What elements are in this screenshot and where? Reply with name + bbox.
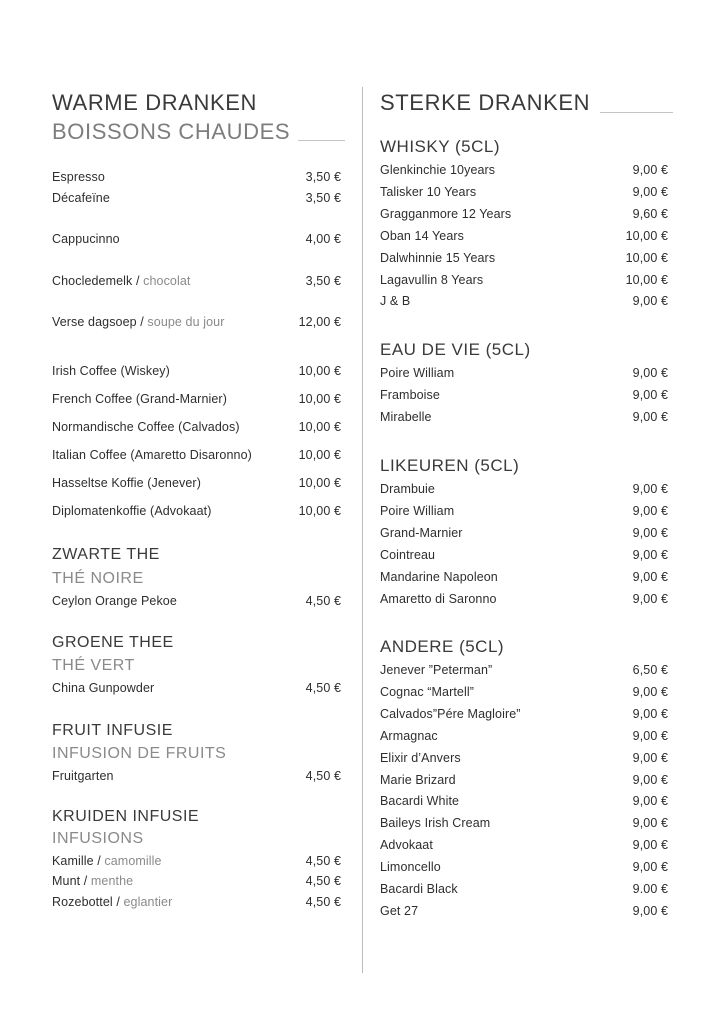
- menu-item-name: Framboise: [380, 388, 440, 402]
- menu-item-label: [52, 314, 224, 330]
- menu-item: [380, 750, 668, 766]
- menu-item-label: [52, 593, 177, 609]
- menu-item-name: Espresso: [52, 170, 105, 184]
- menu-item: [380, 837, 668, 853]
- menu-item: [52, 314, 341, 330]
- menu-item-label: [380, 525, 463, 541]
- menu-item-price: 9,00 €: [632, 904, 668, 918]
- menu-item-label: [380, 503, 454, 519]
- menu-item-price: 10,00 €: [298, 392, 341, 406]
- menu-item: [52, 231, 341, 247]
- section-title-zwarte-the: ZWARTE THE: [52, 546, 160, 563]
- menu-item-name: Fruitgarten: [52, 769, 114, 783]
- menu-item: [380, 881, 668, 897]
- menu-item-name: Grand-Marnier: [380, 526, 463, 540]
- menu-item-label: [380, 837, 433, 853]
- section-title-kruiden-infusie: KRUIDEN INFUSIE: [52, 808, 200, 825]
- menu-item-translation: camomille: [104, 854, 162, 868]
- menu-item-name: French Coffee (Grand-Marnier): [52, 392, 227, 406]
- menu-item-name: Diplomatenkoffie (Advokaat): [52, 504, 212, 518]
- menu-item-name: J & B: [380, 294, 411, 308]
- menu-item-price: 4,50 €: [305, 874, 341, 888]
- menu-item-price: 9,00 €: [632, 860, 668, 874]
- menu-item: [380, 547, 668, 563]
- menu-item-label: [52, 419, 240, 435]
- menu-item-name: Glenkinchie 10years: [380, 163, 496, 177]
- menu-item-price: 10,00 €: [298, 364, 341, 378]
- menu-item-name: Limoncello: [380, 860, 441, 874]
- menu-item-price: 9.00 €: [632, 882, 668, 896]
- menu-item: [52, 475, 341, 491]
- menu-item: [52, 273, 341, 289]
- menu-item-price: 4,50 €: [305, 854, 341, 868]
- menu-item: [380, 706, 668, 722]
- menu-item: [380, 728, 668, 744]
- menu-item: [380, 228, 668, 244]
- menu-item-name: Advokaat: [380, 838, 433, 852]
- menu-item: [52, 391, 341, 407]
- menu-item: [52, 593, 341, 609]
- menu-item: [52, 873, 341, 889]
- menu-item-name: Lagavullin 8 Years: [380, 273, 484, 287]
- menu-item-translation: chocolat: [143, 274, 191, 288]
- menu-item: [380, 591, 668, 607]
- menu-item-name: Irish Coffee (Wiskey): [52, 364, 170, 378]
- menu-item-name: Drambuie: [380, 482, 435, 496]
- menu-item: [380, 772, 668, 788]
- menu-item-label: [380, 547, 435, 563]
- menu-item-label: [380, 706, 521, 722]
- section-title-andere: ANDERE (5CL): [380, 637, 505, 656]
- menu-item-name: China Gunpowder: [52, 681, 155, 695]
- section-title-eau-de-vie: EAU DE VIE (5CL): [380, 340, 531, 359]
- menu-item-price: 4,50 €: [305, 769, 341, 783]
- menu-item-name: Munt /: [52, 874, 91, 888]
- menu-item-label: [380, 772, 456, 788]
- menu-item-label: [380, 387, 440, 403]
- section-title-sterke-dranken: STERKE DRANKEN: [380, 90, 591, 115]
- menu-item: [380, 815, 668, 831]
- section-title-warme-dranken: WARME DRANKEN: [52, 90, 257, 115]
- menu-item-label: [380, 569, 498, 585]
- menu-item: [380, 162, 668, 178]
- menu-item-price: 4,00 €: [305, 232, 341, 246]
- menu-item: [380, 293, 668, 309]
- menu-item-price: 9,00 €: [632, 388, 668, 402]
- menu-item-label: [380, 162, 495, 178]
- menu-item-name: Verse dagsoep /: [52, 315, 148, 329]
- menu-item-name: Ceylon Orange Pekoe: [52, 594, 177, 608]
- menu-item-label: [52, 475, 201, 491]
- menu-item-price: 10,00 €: [298, 476, 341, 490]
- column-divider: [362, 87, 363, 973]
- menu-item: [52, 169, 341, 185]
- section-subtitle-the-vert: THÉ VERT: [52, 657, 135, 674]
- menu-item-price: 9,00 €: [632, 794, 668, 808]
- menu-item-name: Bacardi White: [380, 794, 460, 808]
- menu-item: [380, 662, 668, 678]
- menu-item-price: 9,00 €: [632, 751, 668, 765]
- menu-item-label: [380, 815, 490, 831]
- menu-item-name: Amaretto di Saronno: [380, 592, 497, 606]
- menu-item-name: Calvados”Pére Magloire”: [380, 707, 521, 721]
- menu-item: [380, 525, 668, 541]
- menu-item-label: [52, 363, 170, 379]
- section-subtitle-infusions: INFUSIONS: [52, 830, 144, 847]
- menu-item-name: Talisker 10 Years: [380, 185, 477, 199]
- menu-item: [380, 272, 668, 288]
- section-title-whisky: WHISKY (5CL): [380, 137, 500, 156]
- menu-item-price: 9,00 €: [632, 163, 668, 177]
- menu-item: [380, 387, 668, 403]
- menu-item-price: 3,50 €: [305, 274, 341, 288]
- menu-item-name: Décafeïne: [52, 191, 110, 205]
- menu-item-name: Armagnac: [380, 729, 438, 743]
- menu-item-name: Chocledemelk /: [52, 274, 144, 288]
- menu-item-label: [52, 273, 190, 289]
- menu-item-label: [52, 391, 227, 407]
- section-title-likeuren: LIKEUREN (5CL): [380, 456, 520, 475]
- section-subtitle-infusion-de-fruits: INFUSION DE FRUITS: [52, 745, 227, 762]
- menu-item: [52, 853, 341, 869]
- menu-item: [380, 569, 668, 585]
- menu-item-price: 4,50 €: [305, 895, 341, 909]
- menu-item-label: [52, 190, 110, 206]
- menu-item: [380, 206, 668, 222]
- menu-item: [52, 190, 341, 206]
- menu-item: [380, 684, 668, 700]
- menu-item-label: [52, 873, 133, 889]
- menu-item-price: 9,00 €: [632, 707, 668, 721]
- menu-item: [380, 184, 668, 200]
- menu-item-price: 9,00 €: [632, 366, 668, 380]
- menu-item-price: 6,50 €: [632, 663, 668, 677]
- menu-item-name: Dalwhinnie 15 Years: [380, 251, 496, 265]
- menu-item: [52, 768, 341, 784]
- menu-item-name: Poire William: [380, 504, 455, 518]
- menu-item: [52, 363, 341, 379]
- menu-item-price: 9,00 €: [632, 816, 668, 830]
- menu-item-price: 9,00 €: [632, 294, 668, 308]
- menu-item-label: [380, 409, 432, 425]
- menu-item-price: 10,00 €: [298, 420, 341, 434]
- menu-item-price: 9,00 €: [632, 410, 668, 424]
- menu-item-label: [380, 250, 495, 266]
- menu-item-price: 9,00 €: [632, 504, 668, 518]
- menu-item-price: 12,00 €: [298, 315, 341, 329]
- menu-item-label: [380, 750, 461, 766]
- section-subtitle-boissons-chaudes: BOISSONS CHAUDES: [52, 119, 291, 144]
- menu-item-name: Jenever ”Peterman”: [380, 663, 493, 677]
- menu-item-price: 4,50 €: [305, 681, 341, 695]
- menu-item-name: Gragganmore 12 Years: [380, 207, 512, 221]
- menu-item-name: Cappucinno: [52, 232, 120, 246]
- menu-item-translation: menthe: [90, 874, 134, 888]
- menu-item-label: [52, 503, 212, 519]
- section-subtitle-the-noire: THÉ NOIRE: [52, 570, 144, 587]
- menu-item-price: 3,50 €: [305, 170, 341, 184]
- menu-item: [52, 503, 341, 519]
- menu-item-label: [380, 662, 492, 678]
- menu-item-label: [52, 894, 172, 910]
- menu-item: [380, 481, 668, 497]
- menu-item-name: Hasseltse Koffie (Jenever): [52, 476, 201, 490]
- menu-item-name: Bacardi Black: [380, 882, 458, 896]
- menu-item-label: [380, 881, 458, 897]
- menu-item: [52, 447, 341, 463]
- section-title-groene-thee: GROENE THEE: [52, 634, 174, 651]
- menu-item-price: 9,60 €: [632, 207, 668, 221]
- menu-item-label: [52, 447, 252, 463]
- menu-item-label: [380, 481, 435, 497]
- menu-item-price: 9,00 €: [632, 685, 668, 699]
- menu-item-label: [380, 184, 476, 200]
- menu-item-name: Mandarine Napoleon: [380, 570, 498, 584]
- menu-item-label: [380, 793, 459, 809]
- menu-item-label: [52, 231, 120, 247]
- menu-item-price: 10,00 €: [625, 229, 668, 243]
- menu-item-label: [380, 206, 511, 222]
- menu-item-price: 9,00 €: [632, 838, 668, 852]
- title-underline: [600, 112, 673, 113]
- menu-item-price: 9,00 €: [632, 592, 668, 606]
- menu-item-label: [380, 684, 474, 700]
- menu-item-label: [380, 903, 418, 919]
- title-underline: [298, 140, 345, 141]
- menu-item-label: [380, 728, 438, 744]
- menu-item: [380, 903, 668, 919]
- menu-item-name: Baileys Irish Cream: [380, 816, 491, 830]
- menu-item-price: 10,00 €: [625, 273, 668, 287]
- menu-item-price: 4,50 €: [305, 594, 341, 608]
- menu-item-label: [52, 853, 162, 869]
- menu-item: [380, 793, 668, 809]
- menu-item-label: [380, 228, 464, 244]
- menu-item-name: Elixir d’Anvers: [380, 751, 461, 765]
- menu-item-price: 10,00 €: [298, 504, 341, 518]
- menu-item: [380, 409, 668, 425]
- menu-item: [380, 859, 668, 875]
- menu-item-price: 9,00 €: [632, 729, 668, 743]
- menu-item-label: [52, 768, 114, 784]
- menu-item-label: [52, 169, 105, 185]
- menu-item-price: 9,00 €: [632, 482, 668, 496]
- menu-item-name: Marie Brizard: [380, 773, 456, 787]
- menu-item-label: [380, 293, 410, 309]
- menu-item-name: Get 27: [380, 904, 419, 918]
- section-title-fruit-infusie: FRUIT INFUSIE: [52, 722, 173, 739]
- menu-item: [380, 365, 668, 381]
- menu-item-price: 10,00 €: [298, 448, 341, 462]
- menu-item-name: Mirabelle: [380, 410, 432, 424]
- menu-item-name: Cointreau: [380, 548, 436, 562]
- menu-item-name: Poire William: [380, 366, 455, 380]
- menu-item-label: [380, 272, 483, 288]
- menu-item-translation: eglantier: [123, 895, 173, 909]
- menu-item-price: 3,50 €: [305, 191, 341, 205]
- menu-item-price: 9,00 €: [632, 185, 668, 199]
- menu-item-name: Normandische Coffee (Calvados): [52, 420, 240, 434]
- menu-item: [52, 894, 341, 910]
- menu-item: [380, 250, 668, 266]
- menu-item-name: Kamille /: [52, 854, 105, 868]
- menu-item-price: 9,00 €: [632, 570, 668, 584]
- menu-item-price: 9,00 €: [632, 548, 668, 562]
- menu-item-label: [380, 859, 441, 875]
- menu-item-price: 9,00 €: [632, 526, 668, 540]
- menu-item-name: Rozebottel /: [52, 895, 124, 909]
- menu-item-label: [52, 680, 154, 696]
- menu-item-name: Cognac “Martell”: [380, 685, 474, 699]
- menu-item: [380, 503, 668, 519]
- menu-item: [52, 419, 341, 435]
- menu-item: [52, 680, 341, 696]
- menu-item-label: [380, 591, 497, 607]
- menu-item-name: Oban 14 Years: [380, 229, 465, 243]
- menu-item-translation: soupe du jour: [147, 315, 225, 329]
- menu-item-label: [380, 365, 454, 381]
- menu-item-name: Italian Coffee (Amaretto Disaronno): [52, 448, 252, 462]
- menu-item-price: 10,00 €: [625, 251, 668, 265]
- menu-item-price: 9,00 €: [632, 773, 668, 787]
